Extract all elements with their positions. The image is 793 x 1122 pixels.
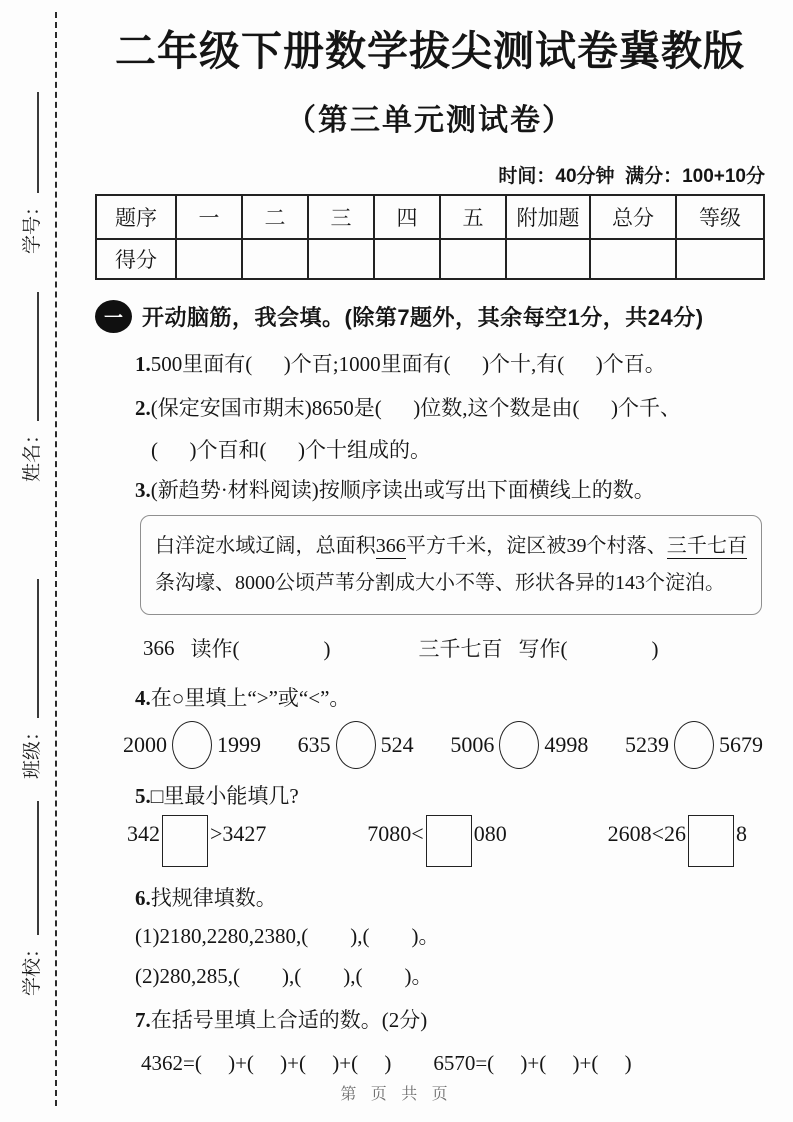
question-7-text: 在括号里填上合适的数。(2分) bbox=[150, 1008, 428, 1033]
question-2-line2 bbox=[95, 435, 765, 465]
header-si: 四 bbox=[374, 195, 440, 239]
circle-blank bbox=[172, 721, 212, 769]
circle-blank bbox=[336, 721, 376, 769]
header-er: 二 bbox=[242, 195, 308, 239]
question-2-line1 bbox=[95, 393, 765, 423]
header-dengji: 等级 bbox=[676, 195, 764, 239]
student-id-label: 学号： bbox=[21, 196, 43, 254]
material-underlined-sanqiqibai: 三千七百 bbox=[666, 535, 748, 558]
compare-right-value: 4998 bbox=[544, 732, 589, 758]
header-zongfen: 总分 bbox=[590, 195, 676, 239]
class-label: 班级： bbox=[21, 721, 43, 779]
question-7-equations bbox=[95, 1051, 765, 1076]
paper-body bbox=[95, 28, 765, 1076]
score-cell bbox=[440, 239, 506, 279]
read-blank: 读作( ) bbox=[190, 637, 331, 662]
class-fill-line bbox=[21, 579, 38, 718]
score-table-score-row bbox=[96, 239, 764, 279]
inequality-item bbox=[127, 821, 266, 867]
header-tixu: 题序 bbox=[96, 195, 176, 239]
question-1-text: 500里面有( )个百;1000里面有( )个十,有( )个百。 bbox=[150, 352, 666, 377]
score-table-header-row bbox=[96, 195, 764, 239]
question-4-number: 4. bbox=[135, 686, 151, 711]
material-segment: 平方千米，淀区被39个村落、 bbox=[405, 535, 667, 558]
question-1-number: 1. bbox=[135, 352, 151, 377]
compare-left-value: 2000 bbox=[123, 732, 167, 758]
compare-left-value: 5239 bbox=[624, 732, 669, 758]
equation-4362: 4362=( )+( )+( )+( ) bbox=[141, 1051, 392, 1076]
question-6-sub2 bbox=[95, 961, 765, 991]
question-6-number: 6. bbox=[135, 886, 151, 911]
inequality-item bbox=[367, 821, 506, 867]
question-5-inequality-row bbox=[95, 821, 747, 867]
score-table bbox=[95, 194, 765, 280]
score-cell bbox=[176, 239, 242, 279]
comparison-pair bbox=[123, 721, 261, 769]
score-cell bbox=[242, 239, 308, 279]
row-label-defen: 得分 bbox=[96, 239, 176, 279]
material-underlined-366: 366 bbox=[375, 535, 406, 558]
page-footer: 第 页 共 页 bbox=[340, 1086, 453, 1103]
header-san: 三 bbox=[308, 195, 374, 239]
question-6-text: 找规律填数。 bbox=[150, 886, 277, 911]
inequality-after: >3427 bbox=[210, 821, 267, 847]
question-3-number: 3. bbox=[135, 478, 151, 503]
student-id-fill-line bbox=[21, 92, 38, 193]
school-field bbox=[16, 801, 44, 996]
inequality-after: 080 bbox=[473, 821, 507, 847]
question-6-sub2-text: (2)280,285,( ),( ),( )。 bbox=[135, 964, 433, 989]
question-2-text-line2: ( )个百和( )个十组成的。 bbox=[151, 438, 431, 463]
question-6 bbox=[95, 883, 765, 913]
question-4-comparison-row bbox=[95, 721, 763, 769]
question-6-sub1 bbox=[95, 921, 765, 951]
comparison-pair bbox=[625, 721, 763, 769]
write-blank: 写作( ) bbox=[518, 637, 659, 662]
question-3-text: (新趋势·材料阅读)按顺序读出或写出下面横线上的数。 bbox=[150, 478, 655, 503]
student-name-fill-line bbox=[21, 292, 38, 421]
student-name-label: 姓名： bbox=[21, 424, 43, 482]
circle-blank bbox=[674, 721, 714, 769]
section-one-header bbox=[95, 300, 765, 333]
read-number: 366 bbox=[143, 635, 175, 660]
comparison-pair bbox=[298, 721, 414, 769]
compare-left-value: 5006 bbox=[450, 732, 495, 758]
question-5 bbox=[95, 781, 765, 811]
question-7-number: 7. bbox=[135, 1008, 151, 1033]
school-label: 学校： bbox=[21, 938, 43, 996]
material-segment: 白洋淀水域辽阔，总面积 bbox=[155, 535, 376, 558]
binding-dashed-line bbox=[55, 12, 57, 1106]
reading-material-box bbox=[140, 515, 762, 615]
school-fill-line bbox=[21, 801, 38, 935]
paper-subtitle: （第三单元测试卷） bbox=[286, 104, 574, 138]
question-4-text: 在○里填上“>”或“<”。 bbox=[150, 686, 351, 711]
equation-6570: 6570=( )+( )+( ) bbox=[433, 1051, 632, 1076]
score-cell bbox=[676, 239, 764, 279]
circle-blank bbox=[499, 721, 539, 769]
inequality-after: 8 bbox=[735, 821, 747, 847]
question-2-text-line1: (保定安国市期末)8650是( )位数,这个数是由( )个千、 bbox=[150, 396, 681, 421]
header-wu: 五 bbox=[440, 195, 506, 239]
score-cell bbox=[308, 239, 374, 279]
question-5-text: □里最小能填几? bbox=[150, 784, 299, 809]
question-4 bbox=[95, 683, 765, 713]
student-id-field bbox=[16, 92, 44, 254]
material-segment: 条沟壕、8000公顷芦苇分割成大小不等、形状各异的143个淀泊。 bbox=[155, 572, 725, 595]
compare-left-value: 635 bbox=[297, 732, 331, 758]
score-cell bbox=[590, 239, 676, 279]
write-number: 三千七百 bbox=[418, 637, 503, 662]
question-7 bbox=[95, 1005, 765, 1035]
inequality-before: 342 bbox=[127, 821, 160, 847]
compare-right-value: 524 bbox=[380, 732, 414, 758]
question-2-number: 2. bbox=[135, 396, 151, 421]
question-3-answer-line bbox=[95, 633, 765, 663]
compare-right-value: 5679 bbox=[718, 732, 763, 758]
section-one-title: 开动脑筋，我会填。(除第7题外，其余每空1分，共24分) bbox=[142, 305, 704, 331]
time-score-info: 时间：40分钟 满分：100+10分 bbox=[498, 166, 765, 188]
header-yi: 一 bbox=[176, 195, 242, 239]
score-cell bbox=[374, 239, 440, 279]
question-1 bbox=[95, 349, 765, 379]
inequality-item bbox=[608, 821, 747, 867]
square-blank bbox=[688, 815, 734, 867]
student-name-field bbox=[16, 292, 44, 482]
inequality-before: 7080< bbox=[367, 821, 424, 847]
square-blank bbox=[162, 815, 208, 867]
question-3 bbox=[95, 475, 765, 505]
paper-title: 二年级下册数学拔尖测试卷冀教版 bbox=[115, 28, 745, 74]
question-5-number: 5. bbox=[135, 784, 151, 809]
score-cell bbox=[506, 239, 590, 279]
compare-right-value: 1999 bbox=[217, 732, 261, 758]
inequality-before: 2608<26 bbox=[607, 821, 686, 847]
section-one-badge-icon: 一 bbox=[95, 300, 132, 333]
comparison-pair bbox=[450, 721, 588, 769]
class-field bbox=[16, 579, 44, 779]
square-blank bbox=[426, 815, 472, 867]
header-fujiati: 附加题 bbox=[506, 195, 590, 239]
question-6-sub1-text: (1)2180,2280,2380,( ),( )。 bbox=[135, 924, 440, 949]
